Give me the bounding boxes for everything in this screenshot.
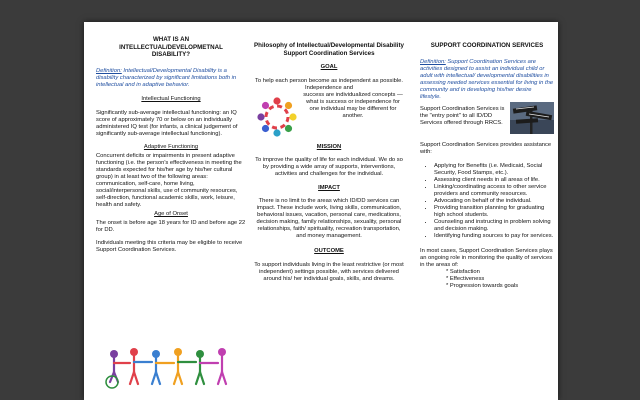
provides-text: Support Coordination Services provides assistance with: xyxy=(420,141,552,155)
col2-title: Philosophy of Intellectual/Developmental Disability Support Coordination Services xyxy=(254,42,404,57)
quality-item-progression: * Progression towards goals xyxy=(446,282,519,289)
intellectual-text: Significantly sub-average intellectual functioning: an IQ score of approximately 70 or below on an individually administered IQ test (for infants, a clinical judgement of significantly sub-average intellectual functioning). xyxy=(96,109,238,137)
col3-definition-text: Support Coordination Services are activities designed to assist an individual child or adult with intellectual/ developmental disabilities in assessing needed services essential for living in the community and in developing his/her desire lifestyle. xyxy=(420,58,554,100)
column-philosophy xyxy=(254,22,404,400)
quality-item-effectiveness: * Effectiveness xyxy=(446,275,485,282)
col1-definition-label: Definition: xyxy=(96,67,122,74)
street-sign-image xyxy=(510,102,554,134)
eligible-text: Individuals meeting this criteria may be eligible to receive Support Coordination Services. xyxy=(96,239,243,253)
services-list-item: • Providing transition planning for graduating high school students. xyxy=(434,205,554,219)
goal-text-2: success are individualized concepts — what is success or independence for one individual may be different for another. xyxy=(303,92,403,120)
entry-text: Support Coordination Services is the "entry point" to all ID/DD Services offered through RRCS. xyxy=(420,105,505,126)
adaptive-text: Concurrent deficits or impairments in present adaptive functioning (i.e. the person's effectiveness in meeting the standards expected for his/her age by his/her cultural group) in at least two of the following areas: communication, self-care, home living, social/interpersonal skills, use of community resources, self-direction, functional academic skills, work, leisure, health and safety. xyxy=(96,152,242,208)
services-list-item: • Applying for Benefits (i.e. Medicaid, Social Security, Food Stamps, etc.). xyxy=(434,163,554,177)
goal-row xyxy=(254,92,404,140)
services-list-item: • Identifying funding sources to pay for services. xyxy=(434,233,554,240)
goal-text-1: To help each person become as independent as possible. Independence and xyxy=(255,78,403,92)
mission-heading: MISSION xyxy=(316,144,342,151)
services-list-item: • Advocating on behalf of the individual. xyxy=(434,198,554,205)
children-holding-hands-image xyxy=(100,344,240,390)
impact-heading: IMPACT xyxy=(318,185,340,192)
goal-heading: GOAL xyxy=(320,64,338,71)
services-list-item: • Assessing client needs in all areas of life. xyxy=(434,177,554,184)
col1-definition xyxy=(96,68,246,89)
col1-definition-text: Intellectual/Developmental Disability is a disability characterized by significant limitations both in intellectual and in adaptive behavior. xyxy=(96,67,237,88)
outcome-text: To support individuals living in the least restrictive (or most independent) settings possible, with services delivered around his/ her individual goals, skills, and dreams. xyxy=(254,262,404,283)
quality-item-satisfaction: * Satisfaction xyxy=(446,268,480,275)
outcome-heading: OUTCOME xyxy=(314,248,344,255)
services-list-item: • Linking/coordinating access to other service providers and community resources. xyxy=(434,184,554,198)
onset-heading: Age of Onset xyxy=(154,210,188,217)
intellectual-heading: Intellectual Functioning xyxy=(141,95,201,102)
mission-text: To improve the quality of life for each individual. We do so by providing a wide array of supports, interventions, activities and challenges for the individual. xyxy=(255,157,403,178)
services-list-item: • Counseling and instructing in problem solving and decision making. xyxy=(434,219,554,233)
brochure-page xyxy=(84,22,558,400)
entry-row xyxy=(420,106,554,134)
col3-definition xyxy=(420,59,554,101)
adaptive-heading: Adaptive Functioning xyxy=(143,143,199,150)
onset-text: The onset is before age 18 years for ID and before age 22 for DD. xyxy=(96,219,246,233)
people-circle-logo xyxy=(254,94,300,140)
col3-title: SUPPORT COORDINATION SERVICES xyxy=(430,42,544,49)
col1-title: WHAT IS AN INTELLECTUAL/DEVELOPMETNAL DISABILITY? xyxy=(119,36,223,59)
services-list xyxy=(420,163,554,240)
column-support-coordination xyxy=(420,22,554,400)
col3-definition-label: Definition: xyxy=(420,58,446,65)
most-cases-text: In most cases, Support Coordination Services plays an ongoing role in monitoring the quality of services in the areas of: xyxy=(420,247,553,268)
impact-text: There is no limit to the areas which ID/DD services can impact. These include work, living skills, communication, behavioral issues, vacation, personal care, medications, decision making, family relationships, sexuality, personal relationships, faith/ spirituality, recreation transportation, and money management. xyxy=(256,198,402,240)
